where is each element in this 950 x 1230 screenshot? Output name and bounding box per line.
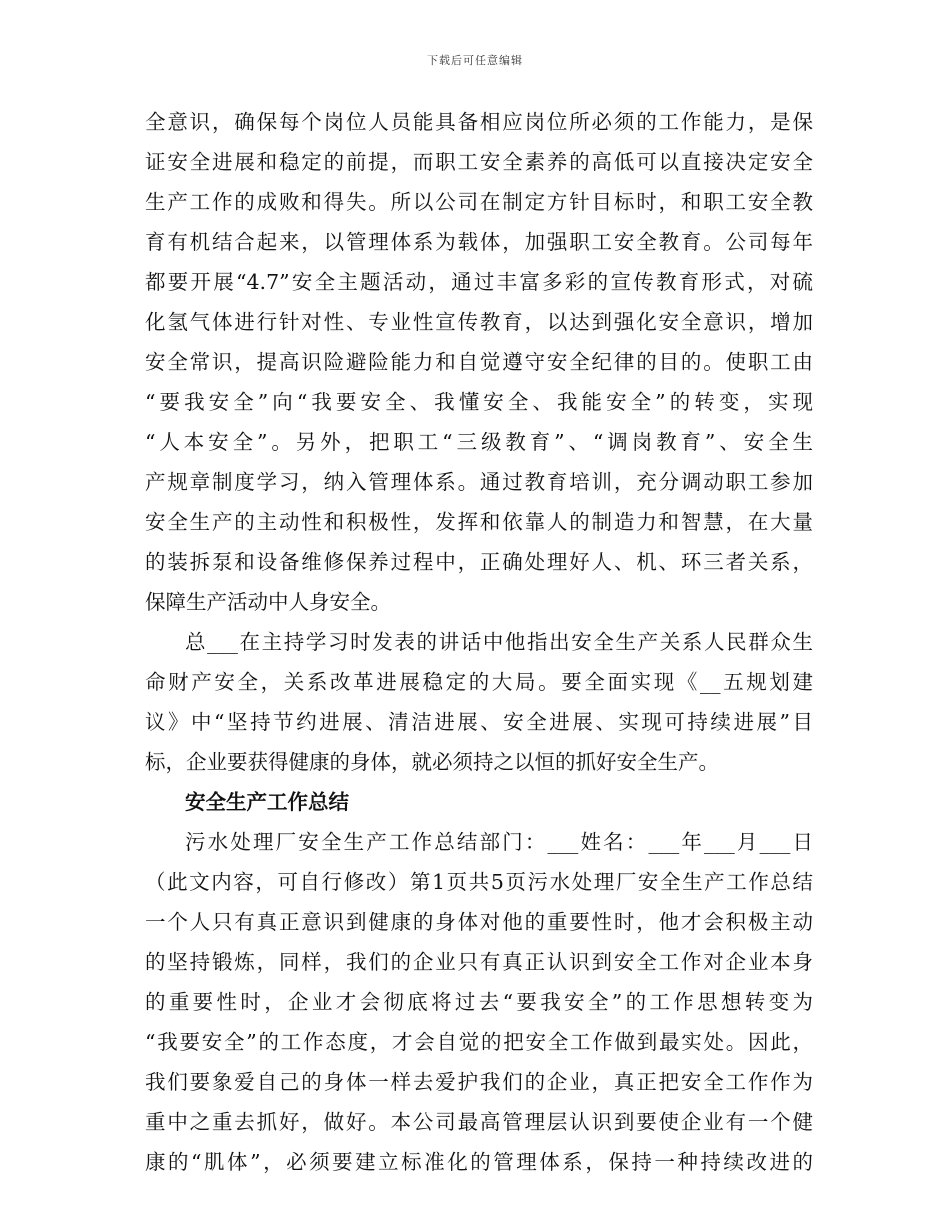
- text-line: 的重要性时，企业才会彻底将过去“要我安全”的工作思想转变为: [145, 990, 813, 1014]
- text-line: 都要开展“4.7”安全主题活动，通过丰富多彩的宣传教育形式，对硫: [145, 270, 813, 294]
- text-line: 的装拆泵和设备维修保养过程中，正确处理好人、机、环三者关系，: [145, 550, 813, 574]
- text-line: 我们要象爱自己的身体一样去爱护我们的企业，真正把安全工作作为: [145, 1070, 813, 1094]
- text-line: 安全常识，提高识险避险能力和自觉遵守安全纪律的目的。使职工由: [145, 350, 813, 374]
- text-line: 产规章制度学习，纳入管理体系。通过教育培训，充分调动职工参加: [145, 470, 813, 494]
- text-line: 标，企业要获得健康的身体，就必须持之以恒的抓好安全生产。: [145, 750, 719, 774]
- text-line: 命财产安全，关系改革进展稳定的大局。要全面实现《__五规划建: [145, 670, 813, 694]
- page-header: 下载后可任意编辑: [427, 54, 523, 67]
- text-line: 康的“肌体”，必须要建立标准化的管理体系，保持一种持续改进的: [145, 1150, 813, 1174]
- text-line: 全意识，确保每个岗位人员能具备相应岗位所必须的工作能力，是保: [145, 110, 813, 134]
- text-line: 保障生产活动中人身安全。: [145, 590, 391, 614]
- text-line: 重中之重去抓好，做好。本公司最高管理层认识到要使企业有一个健: [145, 1110, 813, 1134]
- document-body: [145, 102, 813, 1182]
- text-line: 一个人只有真正意识到健康的身体对他的重要性时，他才会积极主动: [145, 910, 813, 934]
- text-line: “要我安全”向“我要安全、我懂安全、我能安全”的转变，实现: [145, 390, 813, 414]
- section-heading: 安全生产工作总结: [185, 790, 349, 814]
- text-line: （此文内容，可自行修改）第1页共5页污水处理厂安全生产工作总结: [145, 870, 813, 894]
- text-line: 生产工作的成败和得失。所以公司在制定方针目标时，和职工安全教: [145, 190, 813, 214]
- text-line: 议》中“坚持节约进展、清洁进展、安全进展、实现可持续进展”目: [145, 710, 813, 734]
- text-line: 污水处理厂安全生产工作总结部门：___姓名：___年___月___日: [185, 830, 813, 854]
- text-line: 总___在主持学习时发表的讲话中他指出安全生产关系人民群众生: [185, 630, 813, 654]
- text-line: 育有机结合起来，以管理体系为载体，加强职工安全教育。公司每年: [145, 230, 813, 254]
- text-line: 的坚持锻炼，同样，我们的企业只有真正认识到安全工作对企业本身: [145, 950, 813, 974]
- text-line: 证安全进展和稳定的前提，而职工安全素养的高低可以直接决定安全: [145, 150, 813, 174]
- text-line: 安全生产的主动性和积极性，发挥和依靠人的制造力和智慧，在大量: [145, 510, 813, 534]
- text-line: “人本安全”。另外，把职工“三级教育”、“调岗教育”、安全生: [145, 430, 813, 454]
- text-line: “我要安全”的工作态度，才会自觉的把安全工作做到最实处。因此，: [145, 1030, 813, 1054]
- text-line: 化氢气体进行针对性、专业性宣传教育，以达到强化安全意识，增加: [145, 310, 813, 334]
